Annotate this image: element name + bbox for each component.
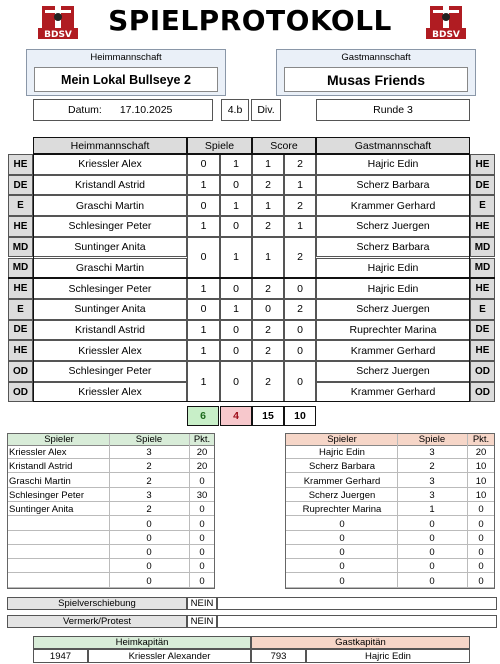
- stats-points: 0: [478, 561, 484, 573]
- stats-games: 0: [429, 532, 435, 544]
- stats-player: Ruprechter Marina: [302, 504, 382, 516]
- score-home: 2: [252, 216, 284, 237]
- matches-header-games: Spiele: [187, 137, 252, 154]
- stats-games: 3: [146, 447, 152, 458]
- date-label: Datum:: [68, 104, 102, 116]
- match-type-right: DE: [470, 175, 495, 196]
- total-games-away: 4: [220, 406, 252, 426]
- stats-row: [8, 576, 214, 588]
- match-type-right: MD: [470, 258, 495, 279]
- stats-player: Krammer Gerhard: [303, 475, 381, 487]
- score-home: 1: [252, 154, 284, 175]
- stats-points: 0: [199, 575, 205, 587]
- postponement-note: [217, 597, 497, 610]
- games-away: 0: [220, 361, 252, 402]
- score-away: 1: [284, 216, 316, 237]
- games-away: 0: [220, 340, 252, 361]
- away-player: Krammer Gerhard: [316, 195, 470, 216]
- stats-points: 0: [199, 504, 205, 516]
- stats-player: 0: [339, 547, 345, 559]
- stats-points: 10: [475, 461, 487, 473]
- stats-games: 3: [146, 489, 152, 501]
- date-field: [33, 99, 213, 121]
- stats-points: 0: [478, 504, 484, 516]
- total-score-home: 15: [252, 406, 284, 426]
- date-value: 17.10.2025: [119, 104, 173, 116]
- stats-header: [8, 434, 214, 446]
- away-team-name: Musas Friends: [284, 67, 468, 92]
- stats-row: [286, 504, 494, 516]
- games-home: 1: [187, 175, 220, 196]
- stats-player: [9, 519, 109, 531]
- stats-header-points: Pkt.: [193, 434, 211, 445]
- stats-player: Hajric Edin: [319, 447, 365, 458]
- score-home: 2: [252, 175, 284, 196]
- stats-points: 10: [475, 475, 487, 487]
- match-type-right: OD: [470, 382, 495, 403]
- page-title: SPIELPROTOKOLL: [108, 4, 392, 37]
- score-home: 2: [252, 340, 284, 361]
- stats-player: Graschi Martin: [9, 475, 71, 487]
- stats-row: [8, 519, 214, 531]
- stats-points: 30: [196, 489, 208, 501]
- away-player-stats: [285, 433, 495, 589]
- stats-player: [9, 576, 109, 588]
- round-value: Runde 3: [316, 99, 470, 121]
- match-type-right: MD: [470, 237, 495, 258]
- stats-col-separator: [189, 434, 190, 588]
- stats-player: 0: [339, 518, 345, 530]
- away-player: Scherz Juergen: [316, 216, 470, 237]
- home-captain-id: 1947: [33, 649, 88, 663]
- match-type-left: HE: [8, 216, 33, 237]
- stats-points: 0: [199, 532, 205, 544]
- stats-header-games: Spiele: [418, 434, 446, 445]
- stats-points: 0: [478, 518, 484, 530]
- home-team-panel: [26, 49, 226, 96]
- matches-header-score: Score: [252, 137, 316, 154]
- stats-row: [8, 561, 214, 573]
- stats-points: 10: [475, 489, 487, 501]
- stats-col-separator: [109, 434, 110, 588]
- games-away: 1: [220, 299, 252, 320]
- stats-points: 0: [478, 575, 484, 587]
- stats-games: 0: [146, 547, 152, 559]
- stats-row: [286, 476, 494, 488]
- protest-value: NEIN: [187, 615, 217, 628]
- score-home: 2: [252, 278, 284, 299]
- score-away: 0: [284, 340, 316, 361]
- stats-points: 20: [196, 447, 208, 458]
- away-player: Hajric Edin: [316, 258, 470, 279]
- match-type-left: MD: [8, 237, 33, 258]
- stats-player: [9, 561, 109, 573]
- postponement-label: Spielverschiebung: [7, 597, 187, 610]
- score-home: 2: [252, 320, 284, 341]
- stats-row: [8, 504, 214, 516]
- match-type-left: MD: [8, 258, 33, 279]
- stats-player: [9, 547, 109, 559]
- stats-player: Kristandl Astrid: [9, 461, 73, 473]
- stats-row: [286, 533, 494, 545]
- home-player: Kristandl Astrid: [33, 320, 187, 341]
- match-type-left: E: [8, 195, 33, 216]
- postponement-value: NEIN: [187, 597, 217, 610]
- stats-games: 2: [146, 504, 152, 516]
- match-type-right: HE: [470, 340, 495, 361]
- stats-header: [286, 434, 494, 446]
- stats-points: 20: [196, 461, 208, 473]
- stats-row: [286, 447, 494, 459]
- games-home: 1: [187, 361, 220, 402]
- stats-games: 2: [429, 461, 435, 473]
- stats-points: 20: [475, 447, 487, 458]
- stats-header-player: Spieler: [327, 434, 357, 445]
- score-away: 1: [284, 175, 316, 196]
- score-away: 2: [284, 237, 316, 278]
- stats-row: [286, 547, 494, 559]
- stats-games: 0: [146, 518, 152, 530]
- stats-row: [286, 576, 494, 588]
- stats-player: Schlesinger Peter: [9, 489, 84, 501]
- stats-games: 0: [429, 561, 435, 573]
- match-type-right: DE: [470, 320, 495, 341]
- score-home: 2: [252, 361, 284, 402]
- stats-player: Kriessler Alex: [9, 447, 67, 458]
- match-type-left: HE: [8, 278, 33, 299]
- total-score-away: 10: [284, 406, 316, 426]
- match-type-right: OD: [470, 361, 495, 382]
- half-divider: [8, 277, 495, 279]
- stats-header-points: Pkt.: [472, 434, 490, 445]
- match-type-right: E: [470, 195, 495, 216]
- match-type-left: E: [8, 299, 33, 320]
- stats-points: 0: [199, 561, 205, 573]
- stats-games: 3: [429, 447, 435, 458]
- stats-row: [286, 461, 494, 473]
- stats-player: [9, 533, 109, 545]
- stats-row: [286, 490, 494, 502]
- stats-points: 0: [478, 532, 484, 544]
- away-team-panel: [276, 49, 476, 96]
- home-player: Kriessler Alex: [33, 382, 187, 403]
- match-type-right: HE: [470, 154, 495, 175]
- matches-header-home: Heimmannschaft: [33, 137, 187, 154]
- home-player: Schlesinger Peter: [33, 278, 187, 299]
- home-player: Suntinger Anita: [33, 237, 187, 258]
- score-away: 0: [284, 320, 316, 341]
- total-games-home: 6: [187, 406, 219, 426]
- games-home: 0: [187, 195, 220, 216]
- stats-games: 0: [429, 575, 435, 587]
- score-away: 0: [284, 278, 316, 299]
- stats-col-separator: [467, 434, 468, 588]
- games-home: 0: [187, 154, 220, 175]
- stats-row: [286, 561, 494, 573]
- svg-text:BDSV: BDSV: [44, 30, 72, 40]
- games-away: 0: [220, 175, 252, 196]
- match-type-left: DE: [8, 175, 33, 196]
- home-player: Graschi Martin: [33, 258, 187, 279]
- stats-games: 1: [429, 504, 435, 516]
- match-type-left: OD: [8, 382, 33, 403]
- games-home: 1: [187, 340, 220, 361]
- stats-points: 0: [199, 475, 205, 487]
- home-player: Schlesinger Peter: [33, 216, 187, 237]
- match-type-left: OD: [8, 361, 33, 382]
- matches-header-away: Gastmannschaft: [316, 137, 470, 154]
- score-away: 2: [284, 154, 316, 175]
- games-home: 1: [187, 320, 220, 341]
- home-player: Schlesinger Peter: [33, 361, 187, 382]
- home-captain-name: Kriessler Alexander: [88, 649, 251, 663]
- games-away: 0: [220, 320, 252, 341]
- score-away: 0: [284, 361, 316, 402]
- stats-row: [8, 476, 214, 488]
- games-away: 0: [220, 216, 252, 237]
- stats-player: Scherz Juergen: [308, 489, 376, 501]
- away-player: Scherz Barbara: [316, 175, 470, 196]
- stats-player: 0: [339, 561, 345, 573]
- home-team-name: Mein Lokal Bullseye 2: [34, 67, 218, 92]
- games-home: 1: [187, 216, 220, 237]
- match-type-right: E: [470, 299, 495, 320]
- games-away: 0: [220, 278, 252, 299]
- league-value: 4.b: [221, 99, 249, 121]
- away-player: Scherz Barbara: [316, 237, 470, 258]
- home-player: Kriessler Alex: [33, 154, 187, 175]
- stats-header-games: Spiele: [135, 434, 163, 445]
- home-player: Kristandl Astrid: [33, 175, 187, 196]
- score-away: 2: [284, 195, 316, 216]
- protest-label: Vermerk/Protest: [7, 615, 187, 628]
- away-captain-name: Hajric Edin: [306, 649, 470, 663]
- home-player: Kriessler Alex: [33, 340, 187, 361]
- stats-row: [8, 447, 214, 459]
- stats-row: [8, 461, 214, 473]
- stats-points: 0: [478, 547, 484, 559]
- stats-row: [8, 490, 214, 502]
- stats-player: Suntinger Anita: [9, 504, 74, 516]
- stats-games: 0: [429, 518, 435, 530]
- match-type-right: HE: [470, 216, 495, 237]
- div-label: Div.: [251, 99, 281, 121]
- stats-player: Scherz Barbara: [308, 461, 375, 473]
- stats-games: 3: [429, 489, 435, 501]
- score-home: 0: [252, 299, 284, 320]
- home-team-label: Heimmannschaft: [90, 52, 162, 63]
- stats-header-player: Spieler: [44, 434, 74, 445]
- home-player: Graschi Martin: [33, 195, 187, 216]
- stats-row: [8, 533, 214, 545]
- stats-row: [286, 519, 494, 531]
- protest-note: [217, 615, 497, 628]
- away-captain-id: 793: [251, 649, 306, 663]
- away-team-label: Gastmannschaft: [341, 52, 411, 63]
- score-home: 1: [252, 237, 284, 278]
- away-player: Ruprechter Marina: [316, 320, 470, 341]
- away-player: Krammer Gerhard: [316, 340, 470, 361]
- match-type-left: DE: [8, 320, 33, 341]
- stats-games: 2: [146, 461, 152, 473]
- away-player: Krammer Gerhard: [316, 382, 470, 403]
- stats-games: 3: [429, 475, 435, 487]
- games-home: 0: [187, 299, 220, 320]
- home-captain-label: Heimkapitän: [33, 636, 251, 649]
- match-type-right: HE: [470, 278, 495, 299]
- stats-col-separator: [397, 434, 398, 588]
- away-player: Scherz Juergen: [316, 299, 470, 320]
- games-home: 0: [187, 237, 220, 278]
- games-home: 1: [187, 278, 220, 299]
- games-away: 1: [220, 154, 252, 175]
- home-player-stats: [7, 433, 215, 589]
- stats-games: 0: [146, 575, 152, 587]
- score-away: 2: [284, 299, 316, 320]
- away-player: Hajric Edin: [316, 154, 470, 175]
- games-away: 1: [220, 195, 252, 216]
- stats-games: 0: [429, 547, 435, 559]
- stats-games: 2: [146, 475, 152, 487]
- match-type-left: HE: [8, 154, 33, 175]
- stats-row: [8, 547, 214, 559]
- stats-games: 0: [146, 561, 152, 573]
- stats-player: 0: [339, 532, 345, 544]
- games-away: 1: [220, 237, 252, 278]
- stats-points: 0: [199, 547, 205, 559]
- stats-games: 0: [146, 532, 152, 544]
- stats-player: 0: [339, 575, 345, 587]
- away-captain-label: Gastkapitän: [251, 636, 470, 649]
- svg-text:BDSV: BDSV: [432, 30, 460, 40]
- away-player: Hajric Edin: [316, 278, 470, 299]
- stats-points: 0: [199, 518, 205, 530]
- away-player: Scherz Juergen: [316, 361, 470, 382]
- match-type-left: HE: [8, 340, 33, 361]
- home-player: Suntinger Anita: [33, 299, 187, 320]
- score-home: 1: [252, 195, 284, 216]
